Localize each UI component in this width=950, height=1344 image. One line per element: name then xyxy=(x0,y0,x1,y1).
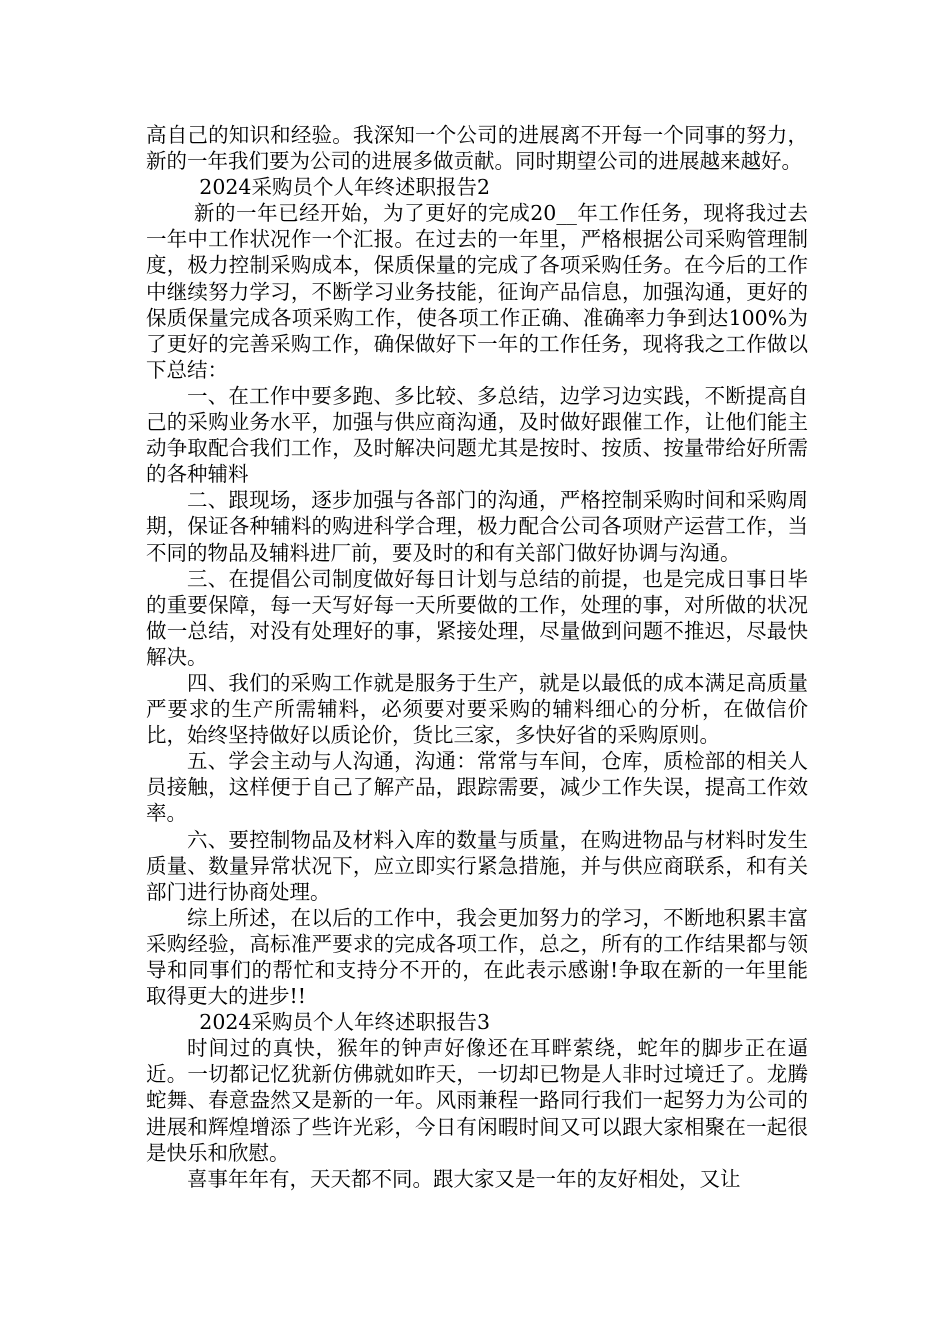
paragraph-point-6: 六、要控制物品及材料入库的数量与质量，在购进物品与材料时发生质量、数量异常状况下，应立即实行紧急措施，并与供应商联系，和有关部门进行协商处理。 xyxy=(146,827,808,904)
paragraph-summary: 综上所述，在以后的工作中，我会更加努力的学习，不断地积累丰富采购经验，高标准严要求的完成各项工作，总之，所有的工作结果都与领导和同事们的帮忙和支持分不开的，在此表示感谢!争取在新的一年里能取得更大的进步!! xyxy=(146,905,808,1009)
section-heading-2: 2024采购员个人年终述职报告2 xyxy=(199,175,491,200)
paragraph-section3-intro: 时间过的真快，猴年的钟声好像还在耳畔萦绕，蛇年的脚步正在逼近。一切都记忆犹新仿佛就如昨天，一切却已物是人非时过境迁了。龙腾蛇舞、春意盎然又是新的一年。风雨兼程一路同行我们一起努力为公司的进展和辉煌增添了些许光彩，今日有闲暇时间又可以跟大家相聚在一起很是快乐和欣慰。 xyxy=(146,1036,808,1165)
paragraph-point-2: 二、跟现场，逐步加强与各部门的沟通，严格控制采购时间和采购周期，保证各种辅料的购进科学合理，极力配合公司各项财产运营工作，当不同的物品及辅料进厂前，要及时的和有关部门做好协调与沟通。 xyxy=(146,488,808,565)
paragraph-intro: 新的一年已经开始，为了更好的完成20__年工作任务，现将我过去一年中工作状况作一个汇报。在过去的一年里，严格根据公司采购管理制度，极力控制采购成本，保质保量的完成了各项采购任务。在今后的工作中继续努力学习，不断学习业务技能，征询产品信息，加强沟通，更好的保质保量完成各项采购工作，使各项工作正确、准确率力争到达100%为了更好的完善采购工作，确保做好下一年的工作任务，现将我之工作做以下总结： xyxy=(146,201,808,382)
paragraph-section3-continued: 喜事年年有，天天都不同。跟大家又是一年的友好相处，又让 xyxy=(187,1166,741,1191)
paragraph-point-1: 一、在工作中要多跑、多比较、多总结，边学习边实践，不断提高自己的采购业务水平，加强与供应商沟通，及时做好跟催工作，让他们能主动争取配合我们工作，及时解决问题尤其是按时、按质、按量带给好所需的各种辅料 xyxy=(146,383,808,487)
section-heading-3: 2024采购员个人年终述职报告3 xyxy=(199,1010,491,1035)
paragraph-continuation: 高自己的知识和经验。我深知一个公司的进展离不开每一个同事的努力，新的一年我们要为公司的进展多做贡献。同时期望公司的进展越来越好。 xyxy=(146,123,808,174)
document-page xyxy=(146,122,808,1192)
paragraph-point-4: 四、我们的采购工作就是服务于生产，就是以最低的成本满足高质量严要求的生产所需辅料，必须要对要采购的辅料细心的分析，在做信价比，始终坚持做好以质论价，货比三家，多快好省的采购原则。 xyxy=(146,670,808,748)
paragraph-point-3: 三、在提倡公司制度做好每日计划与总结的前提，也是完成日事日毕的重要保障，每一天写好每一天所要做的工作，处理的事，对所做的状况做一总结，对没有处理好的事，紧接处理，尽量做到问题不推迟，尽最快解决。 xyxy=(146,566,808,669)
paragraph-point-5: 五、学会主动与人沟通，沟通：常常与车间，仓库，质检部的相关人员接触，这样便于自己了解产品，跟踪需要，减少工作失误，提高工作效率。 xyxy=(146,749,808,826)
